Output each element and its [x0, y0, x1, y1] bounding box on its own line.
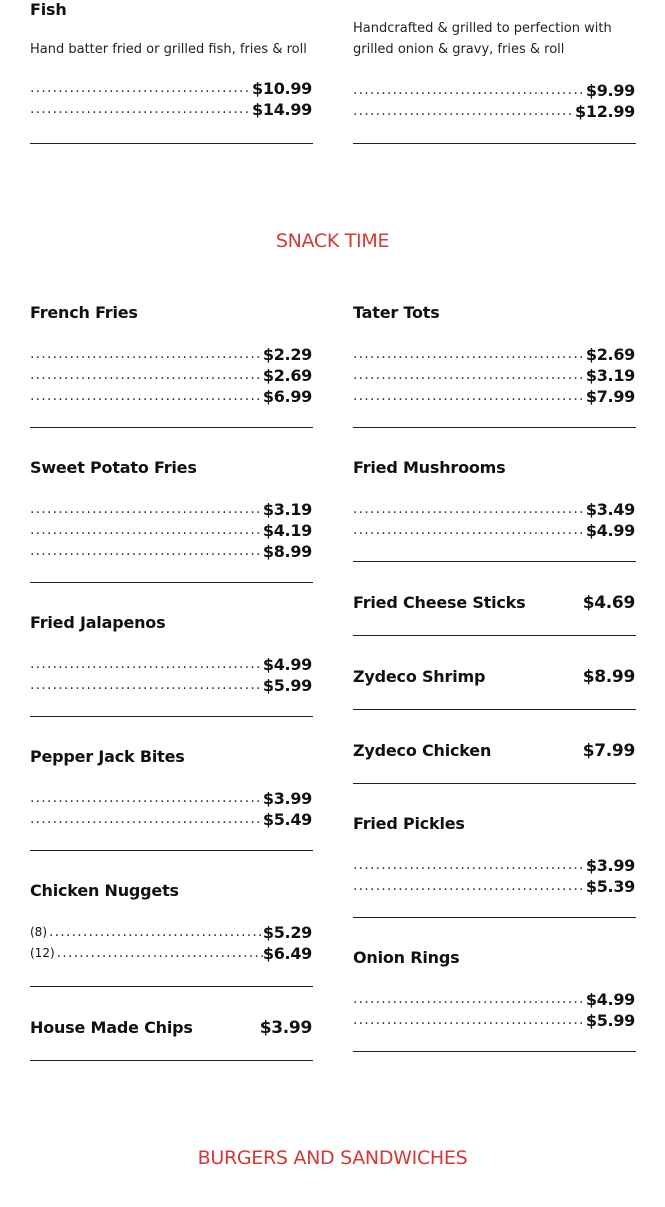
price-line: [30, 78, 312, 99]
menu-item-zydeco-shrimp: [353, 665, 635, 689]
item-name: Chicken Nuggets: [30, 881, 179, 900]
item-name: Zydeco Shrimp: [353, 667, 486, 686]
dot-leader: [30, 365, 263, 386]
dot-leader: [353, 80, 586, 101]
price-line: [30, 654, 312, 675]
price-line: [30, 541, 312, 562]
price: $14.99: [252, 100, 312, 119]
price: $4.99: [585, 521, 635, 540]
dot-leader: [353, 520, 586, 541]
divider: [30, 716, 313, 717]
dot-leader: [353, 1010, 586, 1031]
item-name: Fried Cheese Sticks: [353, 593, 526, 612]
dot-leader: [353, 499, 586, 520]
price: $12.99: [575, 102, 635, 121]
price-line: [353, 499, 635, 520]
divider: [30, 582, 313, 583]
price: $7.99: [582, 741, 635, 761]
item-name: House Made Chips: [30, 1018, 193, 1037]
item-name: Fried Mushrooms: [353, 458, 506, 477]
price-line: [353, 386, 635, 407]
divider: [353, 635, 636, 636]
item-description: Hand batter fried or grilled fish, fries & roll: [30, 42, 307, 57]
menu-item-grilled: [353, 18, 635, 122]
price: $5.99: [585, 1011, 635, 1030]
dot-leader: [30, 78, 252, 99]
price: $3.99: [585, 856, 635, 875]
divider: [353, 917, 636, 918]
price: $4.69: [582, 593, 635, 613]
item-description: Handcrafted & grilled to perfection with grilled onion & gravy, fries & roll: [353, 21, 612, 57]
menu-item-french-fries: [30, 303, 312, 407]
dot-leader: [353, 344, 586, 365]
item-name: Onion Rings: [353, 948, 460, 967]
menu-item-fried-mushrooms: [353, 458, 635, 541]
price-line: [30, 499, 312, 520]
menu-item-fried-jalapenos: [30, 613, 312, 696]
price-line: [30, 344, 312, 365]
dot-leader: [353, 876, 586, 897]
price: $3.19: [262, 500, 312, 519]
dot-leader: [353, 989, 586, 1010]
item-name: Fried Pickles: [353, 814, 465, 833]
price-line: [30, 809, 312, 830]
price-line: [30, 365, 312, 386]
price: $6.49: [262, 944, 312, 963]
menu-item-chicken-nuggets: [30, 881, 312, 964]
menu-item-fried-cheese-sticks: [353, 591, 635, 615]
price-line: [30, 922, 312, 943]
menu-item-fish: [30, 0, 312, 120]
dot-leader: [30, 809, 263, 830]
price-line: [353, 80, 635, 101]
dot-leader: [30, 788, 263, 809]
price-line: [353, 1010, 635, 1031]
price-line: [30, 943, 312, 964]
divider: [353, 427, 636, 428]
price: $2.69: [262, 366, 312, 385]
price: $5.39: [585, 877, 635, 896]
item-name: Sweet Potato Fries: [30, 458, 197, 477]
dot-leader: [353, 386, 586, 407]
menu-item-sweet-potato-fries: [30, 458, 312, 562]
price: $3.99: [262, 789, 312, 808]
dot-leader: [30, 386, 263, 407]
dot-leader: [30, 99, 252, 120]
divider: [30, 143, 313, 144]
item-name: French Fries: [30, 303, 138, 322]
divider: [30, 850, 313, 851]
price: $8.99: [582, 667, 635, 687]
section-title-burgers-and-sandwiches: BURGERS AND SANDWICHES: [197, 1147, 468, 1169]
price-line: [353, 344, 635, 365]
price: $5.49: [262, 810, 312, 829]
dot-leader: [353, 855, 586, 876]
price: $4.99: [585, 990, 635, 1009]
price: $7.99: [585, 387, 635, 406]
price-line: [30, 520, 312, 541]
divider: [30, 427, 313, 428]
price-line: [30, 99, 312, 120]
size-label: (12): [30, 946, 55, 960]
size-label: (8): [30, 925, 47, 939]
menu-item-house-made-chips: [30, 1016, 312, 1040]
price-line: [353, 989, 635, 1010]
divider: [353, 783, 636, 784]
price: $9.99: [585, 81, 635, 100]
price: $3.99: [259, 1018, 312, 1038]
dot-leader: [353, 101, 575, 122]
item-name: Tater Tots: [353, 303, 440, 322]
dot-leader: [30, 499, 263, 520]
item-name: Pepper Jack Bites: [30, 747, 185, 766]
item-name: Zydeco Chicken: [353, 741, 492, 760]
price: $5.99: [262, 676, 312, 695]
menu-item-tater-tots: [353, 303, 635, 407]
price: $6.99: [262, 387, 312, 406]
section-title-snack-time: SNACK TIME: [275, 230, 390, 252]
dot-leader: [30, 654, 263, 675]
price: $3.49: [585, 500, 635, 519]
menu-item-fried-pickles: [353, 814, 635, 897]
price: $10.99: [252, 79, 312, 98]
divider: [353, 1051, 636, 1052]
price: $4.99: [262, 655, 312, 674]
dot-leader: [49, 922, 263, 943]
dot-leader: [30, 675, 263, 696]
dot-leader: [30, 541, 263, 562]
divider: [353, 143, 636, 144]
divider: [353, 709, 636, 710]
price-line: [30, 386, 312, 407]
price: $8.99: [262, 542, 312, 561]
divider: [30, 986, 313, 987]
dot-leader: [57, 943, 263, 964]
item-name: Fried Jalapenos: [30, 613, 166, 632]
price-line: [353, 520, 635, 541]
price-line: [353, 855, 635, 876]
divider: [353, 561, 636, 562]
price-line: [353, 876, 635, 897]
price: $3.19: [585, 366, 635, 385]
divider: [30, 1060, 313, 1061]
menu-item-zydeco-chicken: [353, 739, 635, 763]
item-name: Fish: [30, 0, 67, 19]
price-line: [353, 365, 635, 386]
price: $5.29: [262, 923, 312, 942]
dot-leader: [30, 344, 263, 365]
dot-leader: [353, 365, 586, 386]
price: $2.69: [585, 345, 635, 364]
menu-item-pepper-jack-bites: [30, 747, 312, 830]
menu-item-onion-rings: [353, 948, 635, 1031]
price: $2.29: [262, 345, 312, 364]
price-line: [30, 788, 312, 809]
price: $4.19: [262, 521, 312, 540]
price-line: [353, 101, 635, 122]
price-line: [30, 675, 312, 696]
dot-leader: [30, 520, 263, 541]
